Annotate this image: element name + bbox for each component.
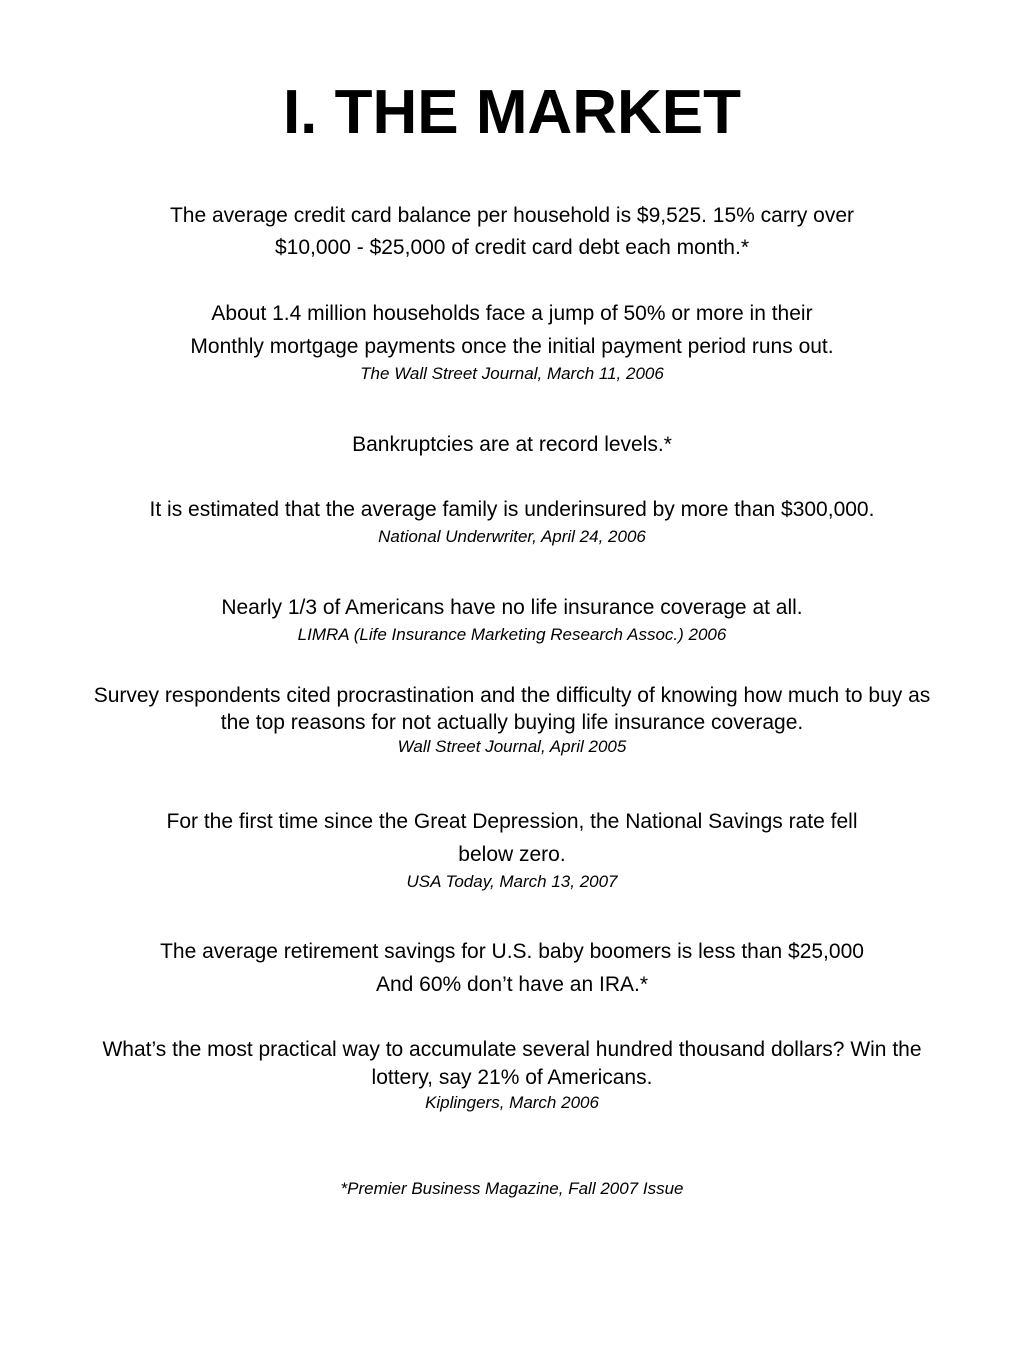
statement-bankruptcies [40,429,984,461]
statement-text: And 60% don’t have an IRA.* [375,973,648,996]
source-citation: Kiplingers, March 2006 [425,1093,599,1112]
statement-underinsured [40,494,984,548]
statement-text: The average retirement savings for U.S. baby boomers is less than $25,000 [160,940,864,963]
source-citation: The Wall Street Journal, March 11, 2006 [360,364,664,383]
statement-text: $10,000 - $25,000 of credit card debt each month.* [275,236,749,259]
statement-text: The average credit card balance per household is $9,525. 15% carry over [169,204,855,227]
statement-no-life-insurance [40,592,984,646]
statement-text: Nearly 1/3 of Americans have no life insurance coverage at all. [221,596,803,619]
page-title: I. THE MARKET [282,78,742,147]
statement-text: It is estimated that the average family is underinsured by more than $300,000. [149,498,875,521]
source-citation: Wall Street Journal, April 2005 [397,737,627,756]
statement-text: below zero. [458,843,566,866]
statement-text: About 1.4 million households face a jump of 50% or more in their [211,302,813,325]
statement-text: Monthly mortgage payments once the initial payment period runs out. [190,335,834,358]
statement-retirement [40,935,984,1001]
source-citation: LIMRA (Life Insurance Marketing Research Assoc.) 2006 [297,625,727,644]
statement-text: For the first time since the Great Depression, the National Savings rate fell [166,810,858,833]
statement-mortgage [40,297,984,385]
statement-savings-rate [40,805,984,893]
statement-lottery [40,1036,984,1114]
statement-text: What’s the most practical way to accumulate several hundred thousand dollars? Win the [102,1038,922,1061]
statement-procrastination [40,682,984,758]
statement-credit-card [40,200,984,264]
source-citation: National Underwriter, April 24, 2006 [378,527,646,546]
footnote: *Premier Business Magazine, Fall 2007 Issue [340,1179,684,1198]
source-citation: USA Today, March 13, 2007 [406,872,618,891]
statement-text: Bankruptcies are at record levels.* [352,433,672,456]
statement-text: Survey respondents cited procrastination and the difficulty of knowing how much to buy as [93,684,931,707]
statement-text: the top reasons for not actually buying life insurance coverage. [220,711,804,734]
statement-text: lottery, say 21% of Americans. [371,1066,653,1089]
